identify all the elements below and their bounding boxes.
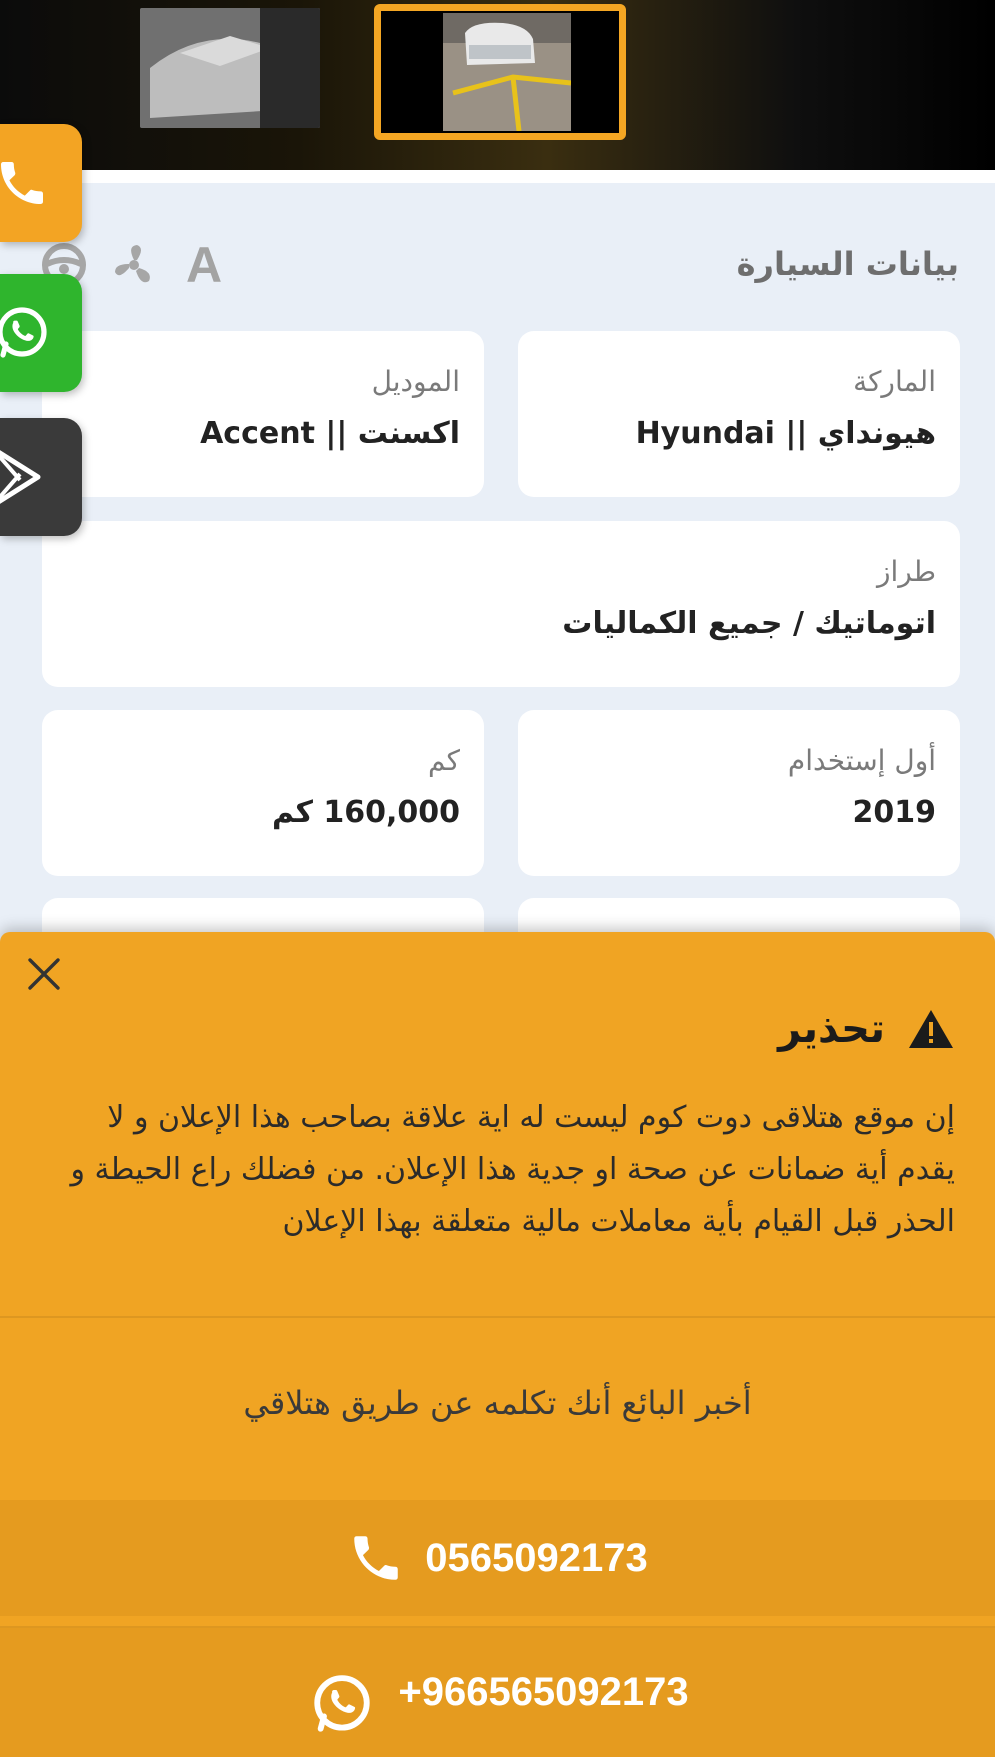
- gallery-thumbnail[interactable]: [140, 8, 320, 128]
- trim-card: [42, 521, 960, 687]
- warning-title: [778, 1006, 955, 1052]
- model-value: اكسنت || Accent: [200, 416, 460, 451]
- trim-label: طراز: [876, 555, 936, 588]
- photo-gallery-strip: [0, 0, 995, 170]
- model-card: [42, 331, 484, 497]
- first-use-label: أول إستخدام: [787, 744, 936, 777]
- section-title: بيانات السيارة: [736, 245, 959, 283]
- divider: [0, 1316, 995, 1318]
- warning-triangle-icon: [907, 1008, 955, 1050]
- close-icon: [26, 956, 62, 992]
- google-play-icon: [0, 442, 46, 512]
- phone-number: 0565092173: [425, 1535, 648, 1580]
- mileage-label: كم: [428, 744, 460, 777]
- warning-body: إن موقع هتلاقى دوت كوم ليست له اية علاقة بصاحب هذا الإعلان و لا يقدم أية ضمانات عن صحة او جدية هذا الإعلان. من فضلك راع الحيطة و الحذر قبل القيام بأية معاملات مالية متعلقة بهذا الإعلان: [70, 1100, 955, 1239]
- google-play-float-button[interactable]: [0, 418, 82, 536]
- first-use-card: [518, 710, 960, 876]
- phone-icon: [0, 155, 50, 211]
- mileage-value: 160,000 كم: [271, 795, 460, 830]
- whatsapp-icon: [0, 301, 54, 365]
- automatic-a-icon: [180, 237, 228, 293]
- fan-icon: [110, 241, 158, 289]
- automatic-letter: A: [185, 237, 223, 293]
- brand-value: هيونداي || Hyundai: [635, 416, 936, 451]
- call-float-button[interactable]: [0, 124, 82, 242]
- whatsapp-seller-button[interactable]: [0, 1628, 995, 1757]
- gallery-thumbnail-selected[interactable]: [374, 4, 626, 140]
- mileage-card: [42, 710, 484, 876]
- first-use-value: 2019: [852, 795, 936, 830]
- whatsapp-number: +966565092173: [398, 1670, 689, 1714]
- whatsapp-icon: [306, 1668, 378, 1740]
- tell-seller-text: أخبر البائع أنك تكلمه عن طريق هتلاقي: [243, 1384, 752, 1422]
- call-seller-button[interactable]: [0, 1500, 995, 1616]
- trim-value: اتوماتيك / جميع الكماليات: [562, 606, 936, 641]
- phone-icon: [347, 1529, 405, 1587]
- warning-sheet: [0, 932, 995, 1757]
- whatsapp-float-button[interactable]: [0, 274, 82, 392]
- model-label: الموديل: [371, 365, 460, 398]
- close-button[interactable]: [22, 952, 66, 996]
- brand-label: الماركة: [853, 365, 936, 398]
- brand-card: [518, 331, 960, 497]
- warning-title-text: تحذير: [778, 1006, 885, 1052]
